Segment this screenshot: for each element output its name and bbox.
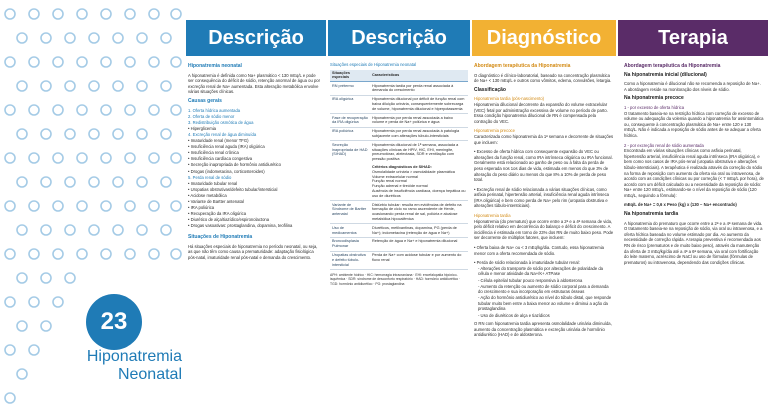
cause-item: 2. Oferta de sódio menor: [188, 113, 235, 119]
paragraph: A hiponatremia do prematuro que ocorre entre a 2ª e a 4ª semana de vida. O tratamento baseia-se na reposição de sódio, via oral ou intravenosa, e a oferta hídrica baseada no volume estimado por dia. Ao aumento da necessidade de correção rápida. A terapia preventiva é recomendada aos RN de risco (prematuros e de muito baixo peso), através da manutenção da oferta de 3 mEq/kg/dia até a 4ª a 6ª semana, via oral com fortificação do leite materno, acréscimo de NaCl ou uso de fórmulas (fórmulas de prematuros) ou intravenosa, dependendo das condições clínicas.: [624, 220, 763, 265]
table-row: [330, 114, 468, 128]
table-row: [330, 224, 468, 238]
section-title: Hiponatremia neonatal: [188, 63, 242, 69]
subsection-title: Na hiponatremia precoce: [624, 95, 684, 102]
table-cell: IRA poliúrica: [330, 127, 370, 141]
classification-title: Classificação: [474, 86, 506, 93]
sub-subsection-title: 2 - por excreção renal de sódio aumentada: [624, 142, 704, 148]
cause-item: • Acidose metabólica: [188, 192, 227, 198]
cause-item: 4. Excreção renal de água diminuída: [188, 131, 257, 137]
chapter-number: 23: [86, 294, 142, 350]
column-header: Situações especiais: [330, 70, 370, 82]
sub-subsection-title: 1 - por excesso de oferta hídrica: [624, 104, 685, 110]
table-cell: Uropatias obstrutiva e defeito túbulo-intersticial: [330, 251, 370, 269]
cause-item: • Imaturidade renal (menor TFG): [188, 138, 249, 144]
table-cell: Hiponatremia dilucional por déficit de função renal com baixa diluição urinária, consequentemente sobrecarga de volume, hiponatremia dilucional e hiperpotassemia: [370, 95, 468, 113]
table-cell: Hiponatremia por perda renal associada a baixo volume e perda de Na+ poliúrica e água: [370, 114, 468, 128]
cause-item: • Secreção inapropriada de hormônio antidiurético: [188, 162, 281, 168]
table-cell: Distúrbio tubular: resulta em evidências de defeito na formação de ciclo no ramo ascendente de Henle, ocasionando perda renal de sal, poliúria e alcalose metabólica hipocalêmica: [370, 201, 468, 224]
column-special-situations: [330, 62, 468, 410]
table-cell: Hiponatremia tardia por perda renal associada à demanda do crescimento: [370, 82, 468, 96]
table-cell: RN prétermo: [330, 82, 370, 96]
cause-item: 1. Oferta hídrica aumentada: [188, 107, 241, 113]
table-cell: Broncodisplasia Pulmonar: [330, 237, 370, 251]
bullet: • Excesso de oferta hídrica com consequente expansão do VEC ou alterações da função renal, como IRA intrínseca oligúrica ou IRA funcional. Geralmente está relacionado ao ganho de peso ou à falta da perda de peso esperada nos 1os dias de vida, estimada em menos do que 3% de alteração do peso diário ou menos do que 8% a 10% de perda de peso total.: [474, 149, 613, 183]
column-description: [188, 62, 322, 410]
bullet: • Oferta baixa de Na+ ou < 3 mEq/kg/dia. Contudo, essa hiponatremia menor com a oferta recomendada de sódio.: [474, 245, 604, 256]
cause-item: • Insuficiência renal crônica: [188, 150, 239, 156]
sub-list: [474, 266, 614, 318]
subsection-title: Hiponatremia precoce: [474, 128, 515, 134]
criteria-item: Osmolalidade urinária > osmolalidade plasmática: [372, 169, 455, 174]
situations-title: Situações de Hiponatremia: [188, 233, 253, 240]
table-row: [330, 237, 468, 251]
bullet: • Excreção renal de sódio relacionada a várias situações clínicas, como asfixia perinatal, hipertensão arterial, insuficiência renal aguda intrínseca (IRA oligúrica) e bem como perda de Na+ pelo rim (uropatia obstrutiva e alterações túbulo-intersticiais).: [474, 186, 610, 209]
table-cell: Uso de medicamentos: [330, 224, 370, 238]
sub-item: - Aumento da retenção ou aumento de sódio corporal para a demanda do crescimento e sua incorporação em estruturas ósseas: [478, 283, 609, 295]
cause-item: • Variante de Bartter antenatal: [188, 198, 244, 204]
intro-paragraph: O diagnóstico é clínico-laboratorial, baseado na concentração plasmática de Na+ < 130 mEq/L e outros como vômitos, edema, convulsões, letargia.: [474, 72, 612, 84]
paragraph: Encontrada em várias situações clínicas como asfixia perinatal, hipertensão arterial, insuficiência renal aguda intrínseca (IRA oligúrica), e bem como nos casos de IRA pós-renal (uropatia obstrutiva e alterações túbulo-intersticiais). A terapêutica é realizada através da correção do sódio na forma de reposição com aumento da oferta via oral ou intravenosa, de acordo com as condições clínicas ou por correção (< 7 mEq/L por hora), de acordo com um déficit calculado ou a necessidade da reposição de sódio: Na+ entre 120 mEq/L, estimando-se o nível da reposição de sódio (120 mEq/L, seguindo a fórmula):: [624, 148, 764, 198]
sub-item: - Ação do hormônio antidiurético ao nível do túbulo distal, que responde tubular muito bem entre a baixa menor ao volume e diminui a ação da prostaglandina: [478, 295, 612, 312]
criteria-item: Ausência de insuficiência cardíaca, doença hepática ou uso de diuréticos: [372, 189, 466, 198]
column-therapy: [624, 62, 764, 410]
cause-item: • Hiperglicemia: [188, 125, 216, 131]
table-cell: IRA oligúrica: [330, 95, 370, 113]
table-row: [330, 141, 468, 201]
cause-item: • Insuficiência cardíaca congestiva: [188, 156, 253, 162]
situations-paragraph: Há situações especiais de hiponatremia no período neonatal, ou seja, as que não têm como causa a prematuridade: adaptação fisiológica pós-natal, imaturidade renal pós-natal e demanda do crescimento.: [188, 243, 318, 260]
cell-text: Hiponatremia dilucional de 1ª semana, associada a situações clínicas de HPIV, HIC, EHI, meningite, pneumotórax, atelectasia, SDR e ventilação com pressão positiva: [372, 142, 459, 162]
section-title: Abordagem terapêutica da Hiponatremia: [474, 63, 571, 69]
chapter-sidebar: [0, 0, 184, 413]
intro-paragraph: A hiponatremia é definida como Na+ plasmático < 130 mEq/L e pode ser consequência do déficit de sódio, retenção anormal de água ou por excreção renal de Na+ aumentada. Esta alteração metabólica envolve várias situações clínicas.: [188, 72, 320, 95]
header-terapia: Terapia: [618, 20, 768, 56]
paragraph: Hiponatremia (do prematuro) que ocorre entre a 2ª e a 4ª semana de vida, pelo déficit relativo em decorrência do balanço e déficit do crescimento. A incidência é estimada em torno de 23% dos RN de muito baixo peso. Pode ser decorrente de múltiplos fatores, que incluem:: [474, 218, 614, 241]
table-title: Situações especiais de Hiponatremia neonatal: [330, 62, 417, 67]
table-cell: Diuréticos, metilxantinas, dopamina, PG (perda de Na+); indometacina (retenção de água e Na+): [370, 224, 468, 238]
section-title: Abordagem terapêutica da Hiponatremia: [624, 63, 721, 69]
table-cell: Hiponatremia por perda renal associada à patologia subjacente com alterações túbulo-intersticiais: [370, 127, 468, 141]
table-cell: Retenção de água e Na+ e hiponatremia dilucional: [370, 237, 468, 251]
cause-item: 3. Redistribuição osmótica de água: [188, 119, 254, 125]
cause-item: • Uropatias obstrutivas/defeito tubular/intersticial: [188, 186, 278, 192]
chapter-title: Hiponatremia Neonatal: [86, 348, 182, 383]
cause-item: • Drogas (indometacina, corticosteroides): [188, 168, 265, 174]
table-row: [330, 127, 468, 141]
cause-item: 5. Perda renal de sódio: [188, 174, 232, 180]
criteria-item: Função renal normal: [372, 179, 407, 184]
table-cell: Fase de recuperação da IRA oligúrica: [330, 114, 370, 128]
cause-item: • Diurético de alça/tiazídico/espironolactona: [188, 217, 270, 223]
formula: mEq/L de Na+ = 0,6 x Peso (kg) x (130 − Na+ encontrado): [624, 202, 737, 208]
subsection-title: Hiponatremia tardia: [474, 213, 511, 219]
subsection-title: Na hiponatremia inicial (dilucional): [624, 71, 707, 78]
table-row: [330, 95, 468, 113]
table-row: [330, 201, 468, 224]
causes-list: [188, 108, 322, 229]
special-situations-table: [330, 70, 468, 270]
header-diagnostico: Diagnóstico: [472, 20, 616, 56]
paragraph: O RN com hiponatremia tardia apresenta osmolalidade urinária diminuída, aumento da concentração plasmática e excreção urinária de hormônio antidiurético (HAD) e de aldosterona.: [474, 321, 612, 338]
table-cell: Perda de Na+ com acidose tubular e por aumento do fluxo renal: [370, 251, 468, 269]
cause-item: • Imaturidade tubular renal: [188, 180, 238, 186]
paragraph: Como a hiponatremia é dilucional não se recomenda a reposição de Na+. A abordagem reside na monitoração dos níveis de sódio.: [624, 81, 761, 92]
header-descricao-2: Descrição: [328, 20, 470, 56]
sub-item: - Alterações do transporte de sódio por alterações de polaridade da célula e menor atividade da Na+/K+ ATPase: [478, 265, 604, 277]
subsection-title: Na hiponatremia tardia: [624, 211, 679, 218]
causes-title: Causas gerais: [188, 97, 222, 104]
cause-item: • IRA poliúrica: [188, 205, 215, 211]
subsection-title: Hiponatremia tardia (pós-nascimento): [474, 96, 545, 102]
column-diagnosis: [474, 62, 614, 410]
cause-item: • Drogas vasoativas: prostaglandina, dopamina, teofilina: [188, 223, 293, 229]
table-row: [330, 82, 468, 96]
table-cell: Secreção inapropriada de HAD (SIHAD): [330, 141, 370, 201]
sub-item: - Célula epitelial tubular pouco responsiva à aldosterona: [478, 277, 583, 283]
criteria-item: Volume extracelular normal: [372, 174, 419, 179]
table-row: [330, 251, 468, 269]
paragraph: Hiponatremia dilucional decorrente da expansão do volume extracelular (VEC) fetal por administração excessiva de volume no período de parto. Essa condição hiponatremia dilucional de RN é compensada pela contração do VEC.: [474, 101, 608, 124]
column-header: Características: [370, 70, 468, 82]
table-cell: [370, 141, 468, 201]
bullet: • Perda de sódio relacionada à imaturidade tubular renal:: [474, 260, 580, 266]
table-footnote: APH: ambiente hídrico · HIC: hemorragia intracraniana · EHI: encefalopatia hipóxico-isquêmica · SDR: síndrome de desconforto respiratório · HAD: hormônio antidiurético · TGD: hormônio antidiurético · PG: prostaglandina: [330, 272, 461, 286]
table-header-row: [330, 70, 468, 82]
paragraph: Caracterizada como hiponatremia da 1ª semana e decorrente de situações que incluem:: [474, 133, 614, 145]
sub-item: - Uso de diuréticos de alça e tiazídicos: [478, 312, 550, 318]
criteria-item: Função adrenal e tireóide normal: [372, 184, 428, 189]
table-cell: Variante de Síndrome de Bartter antenatal: [330, 201, 370, 224]
cause-item: • Insuficiência renal aguda (IRA) oligúrica: [188, 144, 265, 150]
cause-item: • Recuperação da IRA oligúrica: [188, 211, 247, 217]
paragraph: O tratamento baseia-se na restrição hídrica com correção de excesso de volume ou adequação da volemia quando a hiponatremia for assintomática ou, consequente à concentração plasmática de Na+ entre 120 e 130 mEq/L. Não é indicada a reposição de sódio antes de se adequar a oferta hídrica.: [624, 110, 764, 138]
criteria-title: Critérios diagnósticos de SIHAD:: [372, 165, 432, 170]
header-descricao-1: Descrição: [186, 20, 326, 56]
